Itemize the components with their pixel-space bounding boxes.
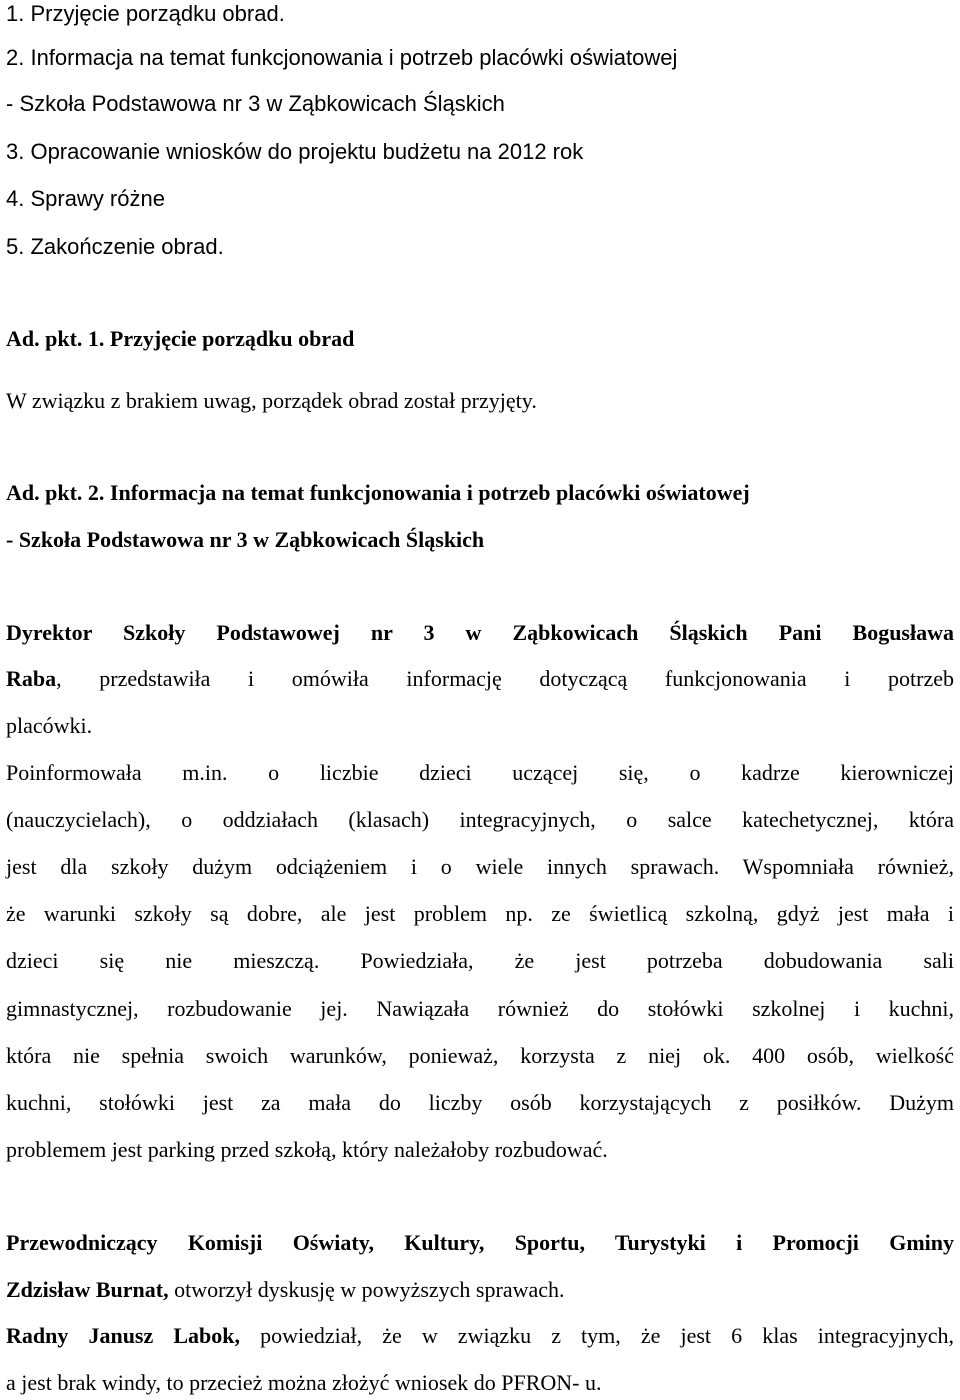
section2-heading: Ad. pkt. 2. Informacja na temat funkcjonowania i potrzeb placówki oświatowej xyxy=(6,480,750,505)
paragraph-2-line-3: jest dla szkoły dużym odciążeniem i o wiele innych sprawach. Wspomniała również, xyxy=(6,854,954,879)
paragraph-4-line-1: Radny Janusz Labok, powiedział, że w związku z tym, że jest 6 klas integracyjnych, xyxy=(6,1323,954,1348)
paragraph-2-line-8: kuchni, stołówki jest za mała do liczby osób korzystających z posiłków. Dużym xyxy=(6,1090,954,1115)
agenda-item-1: 1. Przyjęcie porządku obrad. xyxy=(6,1,285,26)
section2-heading-cont: - Szkoła Podstawowa nr 3 w Ząbkowicach Śląskich xyxy=(6,527,485,552)
paragraph-3-line-2: Zdzisław Burnat, otworzył dyskusję w powyższych sprawach. xyxy=(6,1277,565,1302)
section1-heading: Ad. pkt. 1. Przyjęcie porządku obrad xyxy=(6,326,355,351)
section1-text: W związku z brakiem uwag, porządek obrad został przyjęty. xyxy=(6,388,537,413)
paragraph-1-line-3: placówki. xyxy=(6,713,93,738)
paragraph-1-line-1: Dyrektor Szkoły Podstawowej nr 3 w Ząbkowicach Śląskich Pani Bogusława xyxy=(6,620,954,645)
paragraph-2-line-1: Poinformowała m.in. o liczbie dzieci uczącej się, o kadrze kierowniczej xyxy=(6,760,954,785)
agenda-item-4: 4. Sprawy różne xyxy=(6,186,165,211)
paragraph-2-line-9: problemem jest parking przed szkołą, który należałoby rozbudować. xyxy=(6,1137,608,1162)
paragraph-2-line-7: która nie spełnia swoich warunków, ponieważ, korzysta z niej ok. 400 osób, wielkość xyxy=(6,1043,954,1068)
agenda-item-2: 2. Informacja na temat funkcjonowania i potrzeb placówki oświatowej xyxy=(6,45,678,70)
agenda-item-2-cont: - Szkoła Podstawowa nr 3 w Ząbkowicach Śląskich xyxy=(6,91,505,116)
paragraph-2-line-4: że warunki szkoły są dobre, ale jest problem np. ze świetlicą szkolną, gdyż jest mała i xyxy=(6,901,954,926)
agenda-item-5: 5. Zakończenie obrad. xyxy=(6,234,224,259)
paragraph-1-line-2: Raba, przedstawiła i omówiła informację dotyczącą funkcjonowania i potrzeb xyxy=(6,666,954,691)
paragraph-2-line-2: (nauczycielach), o oddziałach (klasach) integracyjnych, o salce katechetycznej, która xyxy=(6,807,954,832)
paragraph-3-line-1: Przewodniczący Komisji Oświaty, Kultury, Sportu, Turystyki i Promocji Gminy xyxy=(6,1230,954,1255)
paragraph-2-line-6: gimnastycznej, rozbudowanie jej. Nawiązała również do stołówki szkolnej i kuchni, xyxy=(6,996,954,1021)
agenda-item-3: 3. Opracowanie wniosków do projektu budżetu na 2012 rok xyxy=(6,139,584,164)
paragraph-2-line-5: dzieci się nie mieszczą. Powiedziała, że jest potrzeba dobudowania sali xyxy=(6,948,954,973)
paragraph-4-line-2: a jest brak windy, to przecież można złożyć wniosek do PFRON- u. xyxy=(6,1370,602,1395)
